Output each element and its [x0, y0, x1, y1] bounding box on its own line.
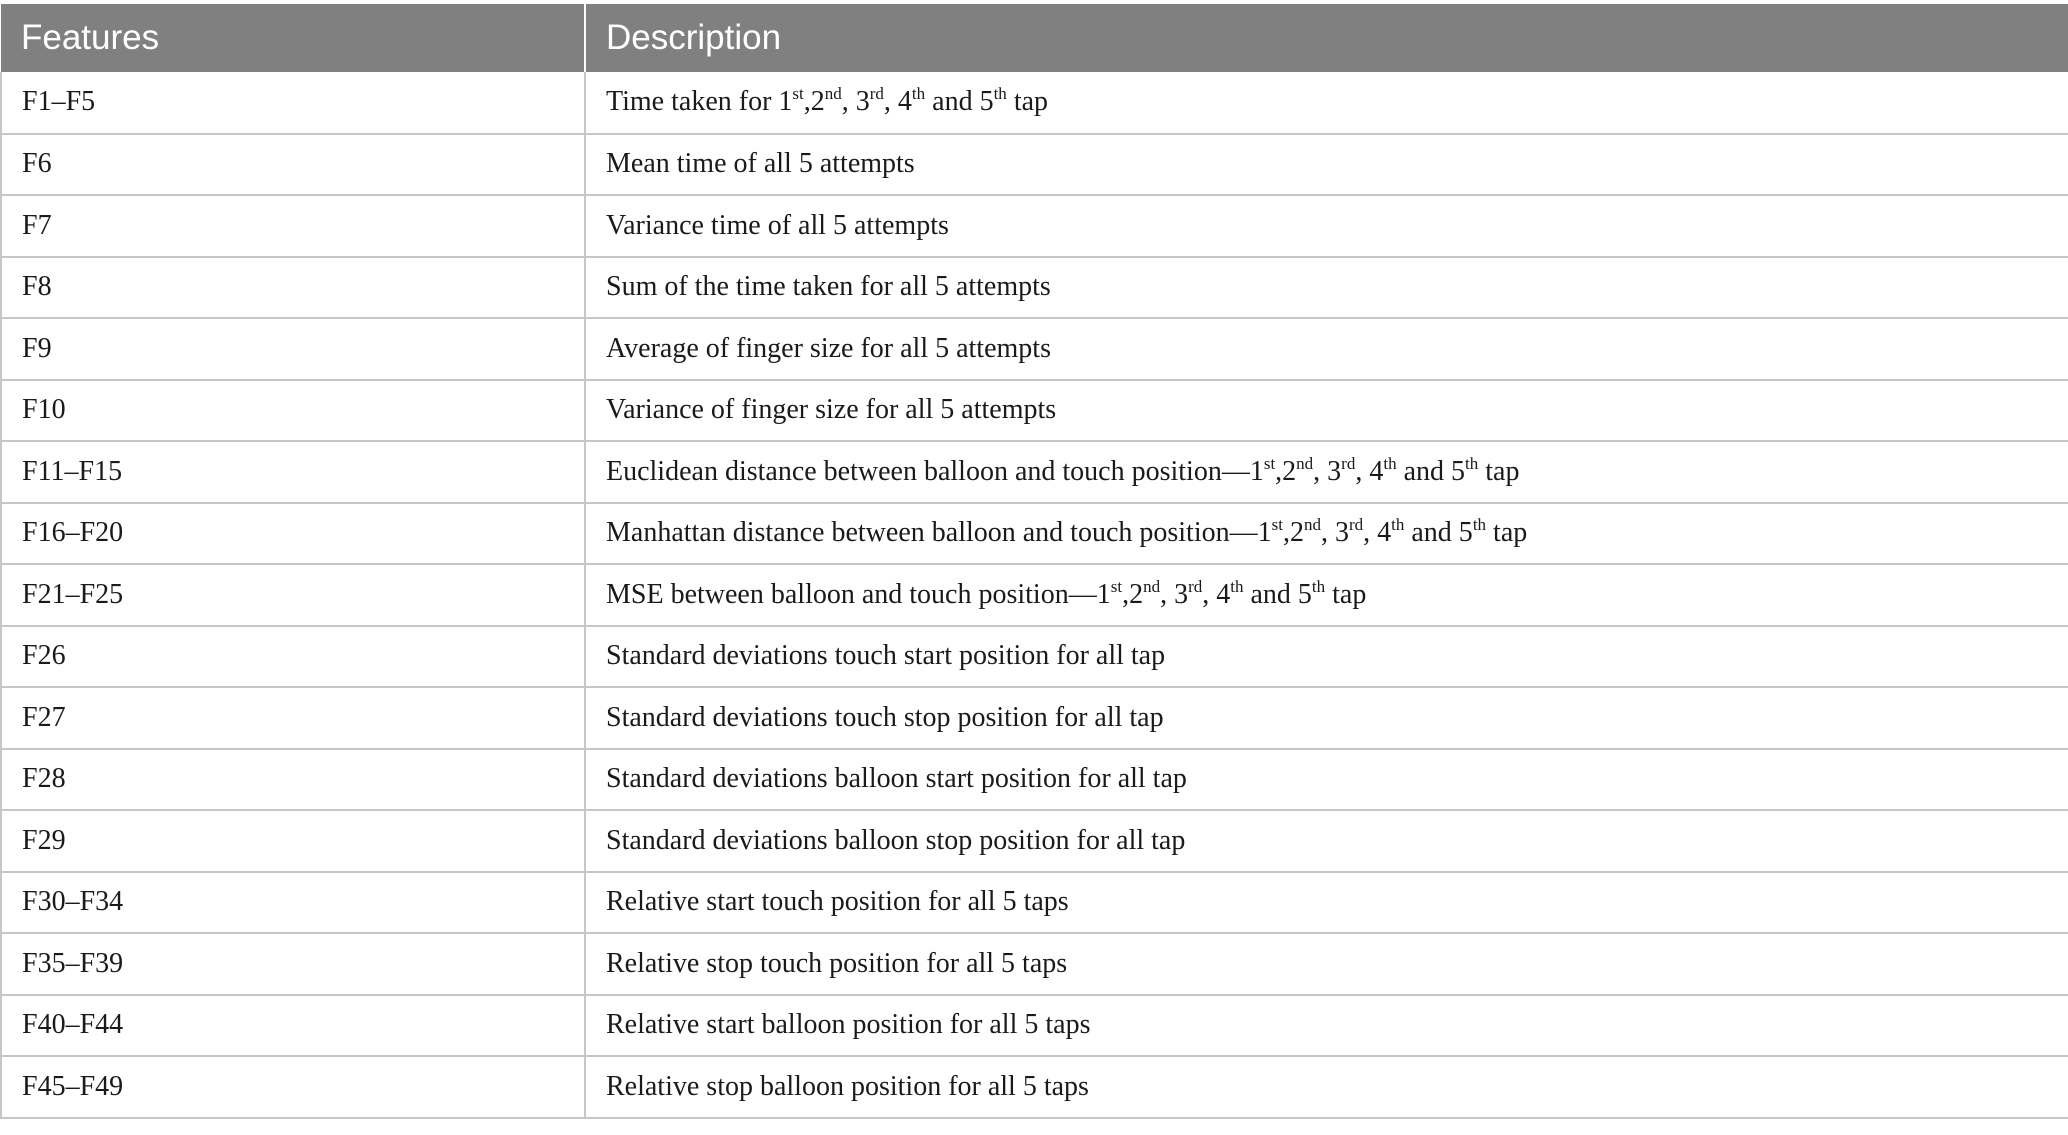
description-text: Relative stop balloon position for all 5 taps [606, 1070, 1089, 1102]
ordinal-superscript: rd [1341, 453, 1356, 473]
description-cell [585, 564, 2068, 626]
table-row [1, 626, 2068, 688]
description-cell [585, 687, 2068, 749]
feature-cell: F28 [1, 749, 585, 811]
table-row [1, 749, 2068, 811]
description-cell [585, 257, 2068, 319]
description-text: Average of finger size for all 5 attempts [606, 332, 1051, 364]
description-cell [585, 503, 2068, 565]
description-text: , 3 [1320, 517, 1349, 549]
description-text: ,2 [1282, 517, 1304, 549]
table-row [1, 503, 2068, 565]
table-row [1, 564, 2068, 626]
table-row [1, 687, 2068, 749]
description-text: Euclidean distance between balloon and touch position—1 [606, 455, 1264, 487]
table-row [1, 810, 2068, 872]
ordinal-superscript: nd [1296, 453, 1314, 473]
description-cell [585, 626, 2068, 688]
description-text: Variance time of all 5 attempts [606, 209, 949, 241]
description-cell [585, 810, 2068, 872]
description-text: and 5 [925, 86, 994, 118]
description-text: Mean time of all 5 attempts [606, 148, 915, 180]
ordinal-superscript: nd [1303, 515, 1321, 535]
table-row [1, 257, 2068, 319]
ordinal-superscript: th [1472, 515, 1487, 535]
description-text: , 3 [841, 86, 870, 118]
table-body [1, 72, 2068, 1118]
description-text: and 5 [1243, 578, 1312, 610]
ordinal-superscript: th [1465, 453, 1479, 473]
description-text: Variance of finger size for all 5 attempts [606, 394, 1057, 426]
ordinal-superscript: rd [1188, 576, 1203, 596]
ordinal-superscript: rd [1348, 515, 1364, 535]
feature-cell: F16–F20 [1, 503, 585, 565]
header-description: Description [585, 4, 2068, 72]
description-cell [585, 134, 2068, 196]
feature-cell: F27 [1, 687, 585, 749]
ordinal-superscript: th [1383, 453, 1397, 473]
description-text: Relative stop touch position for all 5 taps [606, 947, 1068, 979]
description-text: ,2 [1122, 578, 1144, 610]
feature-cell: F21–F25 [1, 564, 585, 626]
description-text: ,2 [1275, 455, 1297, 487]
table-row [1, 134, 2068, 196]
ordinal-superscript: st [792, 84, 804, 104]
description-cell [585, 72, 2068, 134]
table-row [1, 195, 2068, 257]
table-row [1, 872, 2068, 934]
table-row [1, 380, 2068, 442]
description-text: tap [1006, 86, 1049, 118]
feature-cell: F11–F15 [1, 441, 585, 503]
feature-cell: F7 [1, 195, 585, 257]
feature-cell: F35–F39 [1, 933, 585, 995]
feature-cell: F30–F34 [1, 872, 585, 934]
description-text: Standard deviations touch stop position for all tap [606, 701, 1164, 733]
feature-cell: F10 [1, 380, 585, 442]
description-text: tap [1486, 517, 1528, 549]
description-cell [585, 318, 2068, 380]
feature-cell: F1–F5 [1, 72, 585, 134]
table-row [1, 441, 2068, 503]
feature-cell: F26 [1, 626, 585, 688]
ordinal-superscript: th [911, 84, 926, 104]
description-cell [585, 995, 2068, 1057]
description-cell [585, 1056, 2068, 1118]
features-table [0, 4, 2068, 1119]
ordinal-superscript: nd [824, 84, 842, 104]
description-text: , 4 [1202, 578, 1231, 610]
description-text: , 3 [1313, 455, 1342, 487]
description-text: MSE between balloon and touch position—1 [606, 578, 1111, 610]
description-cell [585, 195, 2068, 257]
header-features: Features [1, 4, 585, 72]
description-text: Manhattan distance between balloon and touch position—1 [606, 517, 1272, 549]
feature-cell: F9 [1, 318, 585, 380]
description-text: and 5 [1396, 455, 1466, 487]
ordinal-superscript: th [1230, 576, 1244, 596]
description-text: Relative start touch position for all 5 taps [606, 886, 1069, 918]
feature-cell: F8 [1, 257, 585, 319]
description-text: ,2 [803, 86, 825, 118]
description-text: Standard deviations touch start position for all tap [606, 640, 1166, 672]
table-row [1, 1056, 2068, 1118]
feature-cell: F45–F49 [1, 1056, 585, 1118]
table-row [1, 933, 2068, 995]
ordinal-superscript: rd [869, 84, 884, 104]
ordinal-superscript: st [1263, 453, 1276, 473]
table-row [1, 995, 2068, 1057]
ordinal-superscript: st [1110, 576, 1123, 596]
description-cell [585, 933, 2068, 995]
description-text: , 3 [1160, 578, 1189, 610]
description-cell [585, 872, 2068, 934]
description-text: , 4 [1363, 517, 1392, 549]
header-row [1, 4, 2068, 72]
description-cell [585, 749, 2068, 811]
ordinal-superscript: th [993, 84, 1007, 104]
ordinal-superscript: nd [1143, 576, 1161, 596]
features-table-container [0, 4, 2068, 1119]
table-header [1, 4, 2068, 72]
description-text: , 4 [1355, 455, 1384, 487]
description-text: tap [1325, 578, 1367, 610]
description-text: and 5 [1404, 517, 1473, 549]
description-cell [585, 441, 2068, 503]
table-row [1, 318, 2068, 380]
description-cell [585, 380, 2068, 442]
description-text: Relative start balloon position for all 5 taps [606, 1009, 1091, 1041]
description-text: tap [1478, 455, 1520, 487]
feature-cell: F29 [1, 810, 585, 872]
description-text: Sum of the time taken for all 5 attempts [606, 271, 1051, 303]
ordinal-superscript: st [1271, 515, 1283, 535]
ordinal-superscript: th [1311, 576, 1326, 596]
description-text: Standard deviations balloon start position for all tap [606, 763, 1187, 795]
table-row [1, 72, 2068, 134]
description-text: Time taken for 1 [606, 86, 793, 118]
description-text: , 4 [883, 86, 912, 118]
ordinal-superscript: th [1391, 515, 1405, 535]
description-text: Standard deviations balloon stop position for all tap [606, 824, 1186, 856]
feature-cell: F40–F44 [1, 995, 585, 1057]
feature-cell: F6 [1, 134, 585, 196]
